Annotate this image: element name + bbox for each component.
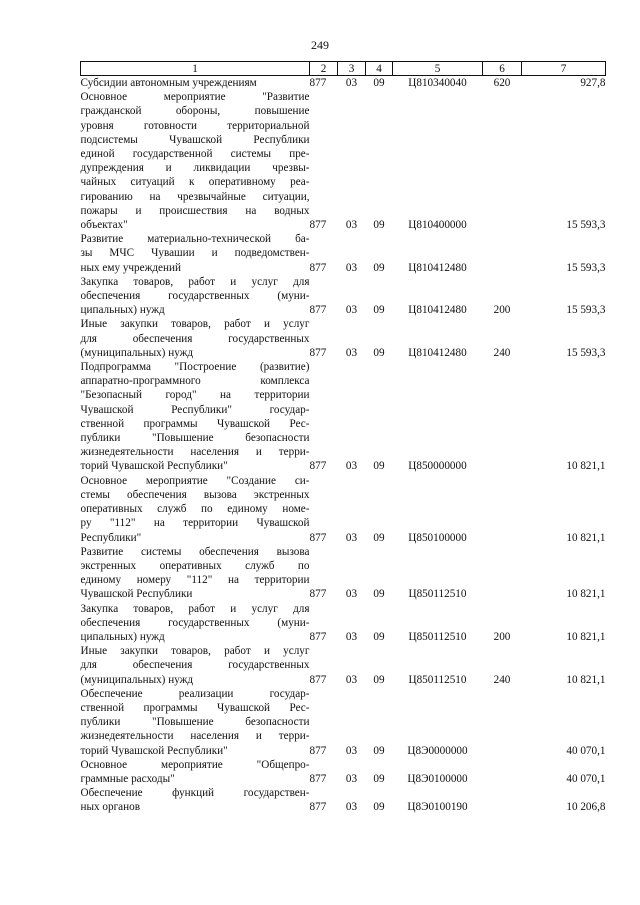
amount-cell: 15 593,3 [566, 219, 606, 232]
row-name-line: Основное мероприятие "Развитие [80, 91, 310, 104]
row-name-line: для обеспечения государственных [80, 332, 310, 345]
row-name-line: подсистемы Чувашской Республики [80, 133, 310, 146]
expense-type-cell: 240 [493, 346, 511, 359]
section-code-cell: 03 [345, 219, 358, 232]
table-row [81, 602, 606, 645]
section-code-cell: 03 [345, 630, 358, 643]
amount-cell: 15 593,3 [566, 261, 606, 274]
row-name-cell [81, 758, 310, 786]
row-name-cell [81, 317, 310, 360]
expense-type-cell: 200 [493, 630, 511, 643]
row-name-line: Подпрограмма "Построение (развитие) [80, 361, 310, 374]
row-name-cell [81, 90, 310, 232]
expense-type-cell: 620 [493, 77, 511, 89]
section-code-cell: 03 [345, 772, 358, 785]
department-code-cell: 877 [309, 744, 327, 757]
row-name-line: гражданской обороны, повышение [80, 105, 310, 118]
row-name-line: дупреждения и ликвидации чрезвы- [80, 162, 310, 175]
row-name-cell [81, 602, 310, 645]
row-name-line: единой государственной системы пре- [80, 148, 310, 161]
row-name-cell [81, 360, 310, 474]
row-name-cell [81, 275, 310, 318]
row-name-line: Республики" [80, 531, 142, 544]
target-article-cell: Ц810412480 [408, 346, 467, 359]
amount-cell: 10 821,1 [566, 630, 606, 643]
row-name-line: публики "Повышение безопасности [80, 432, 310, 445]
target-article-cell: Ц8Э0100190 [407, 801, 468, 814]
row-name-line: Иные закупки товаров, работ и услуг [80, 318, 310, 331]
expense-type-cell [483, 474, 522, 545]
section-code-cell: 03 [345, 261, 358, 274]
amount-cell: 15 593,3 [566, 304, 606, 317]
table-row [81, 474, 606, 545]
row-name-line: экстренных оперативных служб по [80, 559, 310, 572]
row-name-cell [81, 232, 310, 275]
department-code-cell: 877 [309, 460, 327, 473]
subsection-code-cell: 09 [373, 673, 385, 686]
subsection-code-cell: 09 [373, 219, 385, 232]
row-name-line: торий Чувашской Республики" [80, 744, 228, 757]
column-header: 1 [81, 62, 310, 76]
amount-cell: 40 070,1 [566, 772, 606, 785]
expense-type-cell: 240 [493, 673, 511, 686]
row-name-line: пожары и происшествия на водных [80, 204, 310, 217]
row-name-line: гированию на чрезвычайные ситуации, [80, 190, 310, 203]
section-code-cell: 03 [345, 531, 358, 544]
subsection-code-cell: 09 [373, 460, 385, 473]
target-article-cell: Ц810412480 [408, 261, 467, 274]
amount-cell: 927,8 [580, 77, 606, 89]
department-code-cell: 877 [309, 261, 327, 274]
row-name-line: Основное мероприятие "Общепро- [80, 758, 310, 771]
department-code-cell: 877 [309, 531, 327, 544]
subsection-code-cell: 09 [373, 801, 385, 814]
table-row [81, 275, 606, 318]
amount-cell: 40 070,1 [566, 744, 606, 757]
expense-type-cell [483, 90, 522, 232]
expense-type-cell: 200 [493, 304, 511, 317]
row-name-line: (муниципальных) нужд [80, 673, 194, 686]
row-name-line: единому номеру "112" на территории [80, 574, 310, 587]
section-code-cell: 03 [345, 460, 358, 473]
section-code-cell: 03 [345, 304, 358, 317]
target-article-cell: Ц850112510 [408, 673, 467, 686]
section-code-cell: 03 [345, 77, 358, 89]
column-header: 2 [310, 62, 338, 76]
target-article-cell: Ц8Э0000000 [407, 744, 468, 757]
target-article-cell: Ц850000000 [408, 460, 467, 473]
target-article-cell: Ц8Э0100000 [407, 772, 468, 785]
page-number: 249 [311, 38, 329, 52]
row-name-line: объектах" [80, 219, 128, 232]
amount-cell: 10 821,1 [566, 588, 606, 601]
row-name-line: ных органов [80, 801, 140, 814]
row-name-line: Субсидии автономным учреждениям [80, 77, 257, 89]
row-name-line: обеспечения государственных (муни- [80, 616, 310, 629]
amount-cell: 10 821,1 [566, 673, 606, 686]
expense-type-cell [483, 758, 522, 786]
subsection-code-cell: 09 [373, 630, 385, 643]
department-code-cell: 877 [309, 801, 327, 814]
row-name-line: ных ему учреждений [80, 261, 181, 274]
subsection-code-cell: 09 [373, 77, 385, 89]
section-code-cell: 03 [345, 744, 358, 757]
row-name-line: Основное мероприятие "Создание си- [80, 474, 310, 487]
target-article-cell: Ц810400000 [408, 219, 467, 232]
row-name-line: аппаратно-программного комплекса [80, 375, 310, 388]
department-code-cell: 877 [309, 772, 327, 785]
row-name-line: Обеспечение функций государствен- [80, 787, 310, 800]
row-name-line: ственной программы Чувашской Рес- [80, 701, 310, 714]
row-name-line: стемы обеспечения вызова экстренных [80, 488, 310, 501]
table-row [81, 545, 606, 602]
row-name-line: ципальных) нужд [80, 630, 165, 643]
subsection-code-cell: 09 [373, 588, 385, 601]
target-article-cell: Ц850112510 [408, 588, 467, 601]
expense-type-cell [483, 545, 522, 602]
table-row [81, 644, 606, 687]
table-row [81, 76, 606, 91]
subsection-code-cell: 09 [373, 261, 385, 274]
row-name-cell [81, 545, 310, 602]
row-name-line: уровня готовности территориальной [80, 119, 310, 132]
expense-type-cell [483, 232, 522, 275]
row-name-line: Развитие системы обеспечения вызова [80, 545, 310, 558]
row-name-line: "Безопасный город" на территории [80, 389, 310, 402]
row-name-line: ру "112" на территории Чувашской [80, 517, 310, 530]
department-code-cell: 877 [309, 588, 327, 601]
column-header: 3 [338, 62, 366, 76]
row-name-line: Закупка товаров, работ и услуг для [80, 275, 310, 288]
row-name-line: жизнедеятельности населения и терри- [80, 730, 310, 743]
table-row [81, 90, 606, 232]
row-name-line: оперативных служб по единому номе- [80, 503, 310, 516]
table-row [81, 232, 606, 275]
amount-cell: 10 206,8 [566, 801, 606, 814]
subsection-code-cell: 09 [373, 531, 385, 544]
department-code-cell: 877 [309, 77, 327, 89]
row-name-line: Иные закупки товаров, работ и услуг [80, 645, 310, 658]
department-code-cell: 877 [309, 346, 327, 359]
section-code-cell: 03 [345, 346, 358, 359]
department-code-cell: 877 [309, 219, 327, 232]
department-code-cell: 877 [309, 673, 327, 686]
column-header: 4 [366, 62, 393, 76]
department-code-cell: 877 [309, 630, 327, 643]
target-article-cell: Ц810340040 [408, 77, 467, 89]
row-name-line: Закупка товаров, работ и услуг для [80, 602, 310, 615]
row-name-line: граммные расходы" [80, 772, 175, 785]
target-article-cell: Ц810412480 [408, 304, 467, 317]
row-name-cell [81, 786, 310, 814]
row-name-line: чайных ситуаций к оперативному реа- [80, 176, 310, 189]
subsection-code-cell: 09 [373, 304, 385, 317]
row-name-cell [81, 644, 310, 687]
amount-cell: 10 821,1 [566, 531, 606, 544]
row-name-line: жизнедеятельности населения и терри- [80, 446, 310, 459]
table-row [81, 786, 606, 814]
row-name-line: Чувашской Республики [80, 588, 193, 601]
row-name-line: для обеспечения государственных [80, 659, 310, 672]
row-name-cell [81, 76, 310, 91]
column-header: 5 [393, 62, 483, 76]
row-name-line: Чувашской Республики" государ- [80, 403, 310, 416]
amount-cell: 15 593,3 [566, 346, 606, 359]
row-name-line: Развитие материально-технической ба- [80, 233, 310, 246]
section-code-cell: 03 [345, 801, 358, 814]
expense-type-cell [483, 687, 522, 758]
table-row [81, 360, 606, 474]
table-row [81, 317, 606, 360]
target-article-cell: Ц850100000 [408, 531, 467, 544]
row-name-cell [81, 474, 310, 545]
budget-table [80, 61, 606, 815]
row-name-cell [81, 687, 310, 758]
row-name-line: ственной программы Чувашской Рес- [80, 417, 310, 430]
subsection-code-cell: 09 [373, 346, 385, 359]
column-header: 6 [483, 62, 522, 76]
subsection-code-cell: 09 [373, 772, 385, 785]
table-row [81, 687, 606, 758]
target-article-cell: Ц850112510 [408, 630, 467, 643]
department-code-cell: 877 [309, 304, 327, 317]
row-name-line: публики "Повышение безопасности [80, 716, 310, 729]
row-name-line: торий Чувашской Республики" [80, 460, 228, 473]
row-name-line: Обеспечение реализации государ- [80, 687, 310, 700]
table-row [81, 758, 606, 786]
row-name-line: обеспечения государственных (муни- [80, 290, 310, 303]
expense-type-cell [483, 360, 522, 474]
amount-cell: 10 821,1 [566, 460, 606, 473]
row-name-line: зы МЧС Чувашии и подведомствен- [80, 247, 310, 260]
section-code-cell: 03 [345, 588, 358, 601]
column-header: 7 [522, 62, 606, 76]
row-name-line: (муниципальных) нужд [80, 346, 194, 359]
header-row [81, 62, 606, 76]
row-name-line: ципальных) нужд [80, 304, 165, 317]
section-code-cell: 03 [345, 673, 358, 686]
expense-type-cell [483, 786, 522, 814]
subsection-code-cell: 09 [373, 744, 385, 757]
